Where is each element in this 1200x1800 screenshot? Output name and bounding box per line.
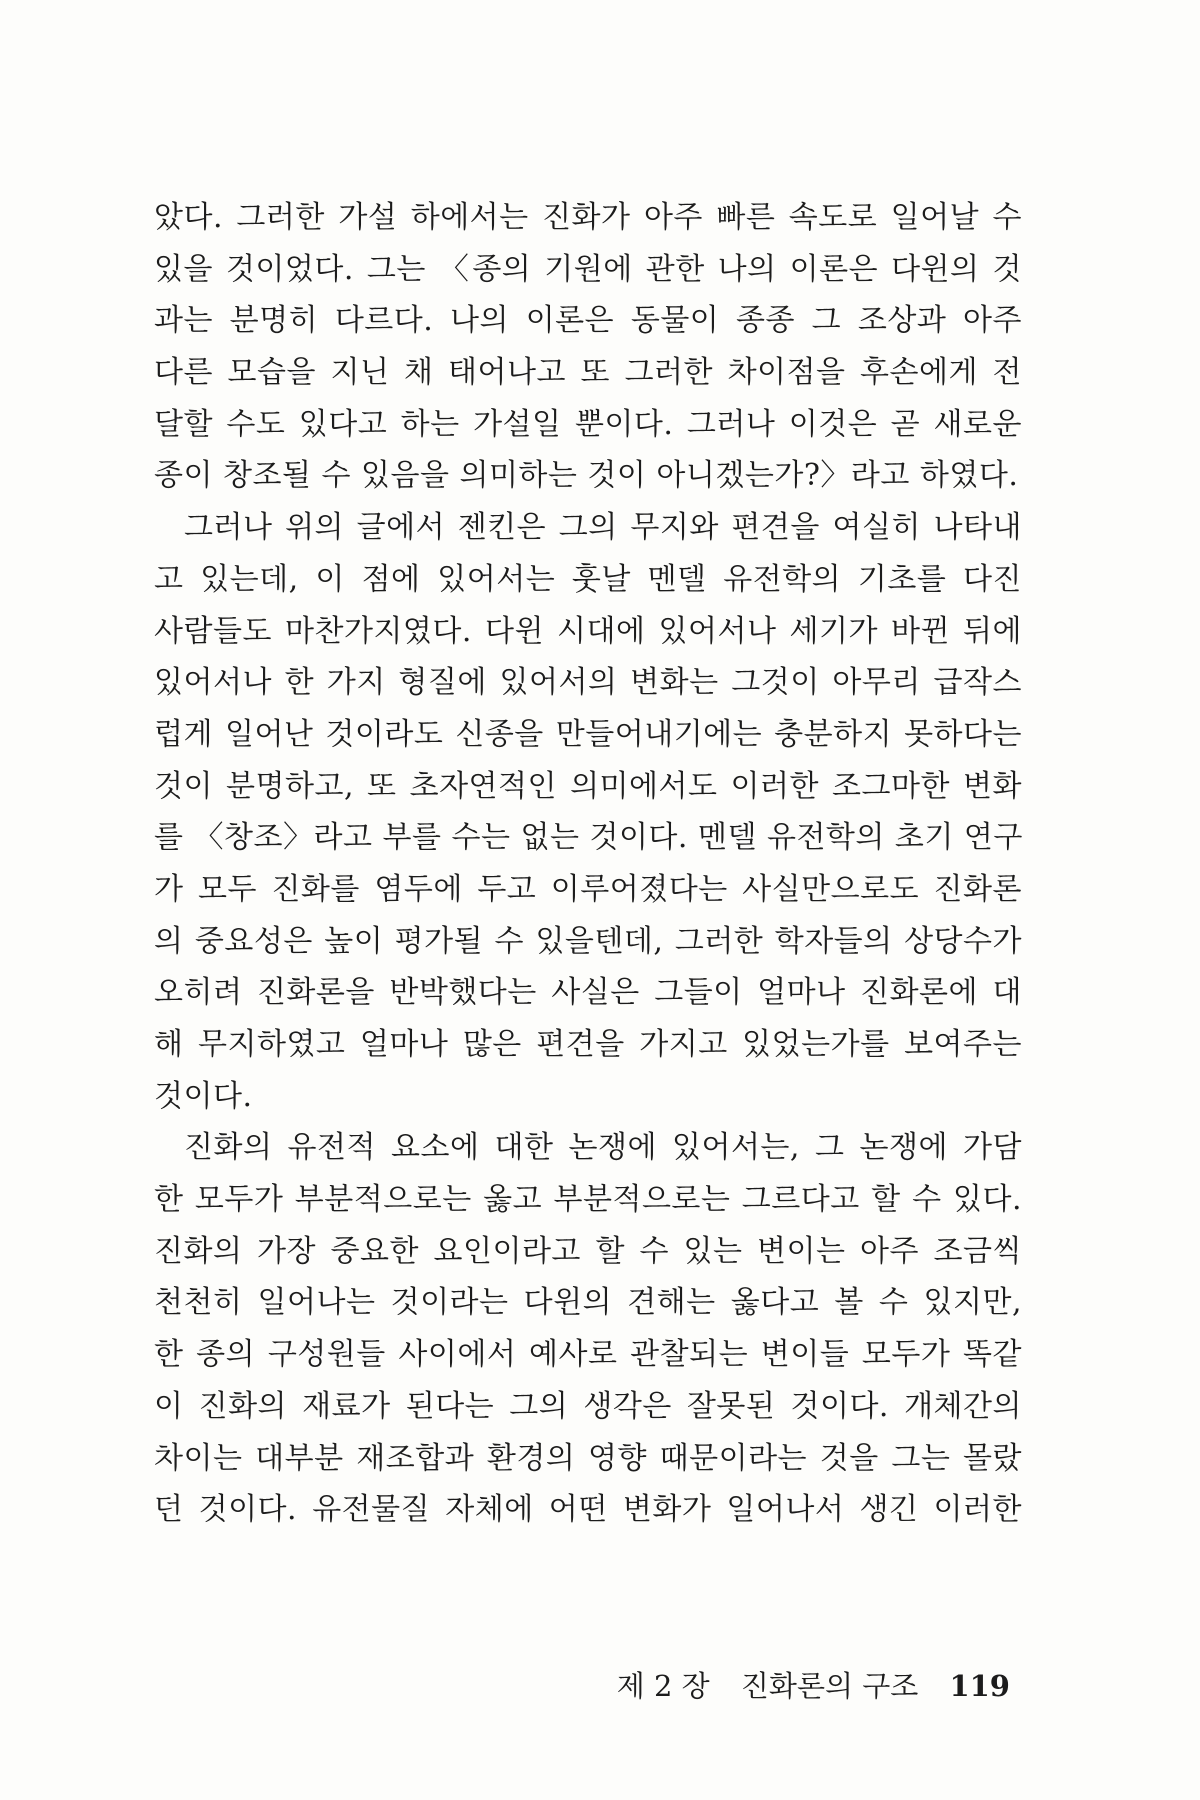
text-line: 것이다. <box>154 1078 253 1114</box>
text-line: 다른 모습을 지닌 채 태어나고 또 그러한 차이점을 후손에게 전 <box>154 355 1022 391</box>
text-line: 과는 분명히 다르다. 나의 이론은 동물이 종종 그 조상과 아주 <box>154 303 1022 339</box>
page-number: 119 <box>949 1669 1010 1703</box>
text-line: 달할 수도 있다고 하는 가설일 뿐이다. 그러나 이것은 곧 새로운 <box>154 406 1022 442</box>
text-line: 있어서나 한 가지 형질에 있어서의 변화는 그것이 아무리 급작스 <box>154 665 1022 701</box>
chapter-label: 제 2 장 <box>616 1669 710 1703</box>
paragraph <box>154 1122 1022 1536</box>
text-line: 가 모두 진화를 염두에 두고 이루어졌다는 사실만으로도 진화론 <box>154 871 1022 907</box>
text-line: 한 모두가 부분적으로는 옳고 부분적으로는 그르다고 할 수 있다. <box>154 1182 1022 1218</box>
text-line: 의 중요성은 높이 평가될 수 있을텐데, 그러한 학자들의 상당수가 <box>154 923 1022 959</box>
text-line: 럽게 일어난 것이라도 신종을 만들어내기에는 충분하지 못하다는 <box>154 716 1022 752</box>
text-line: 고 있는데, 이 점에 있어서는 훗날 멘델 유전학의 기초를 다진 <box>154 561 1022 597</box>
page-footer <box>617 1664 1010 1705</box>
text-line: 오히려 진화론을 반박했다는 사실은 그들이 얼마나 진화론에 대 <box>154 975 1022 1011</box>
paragraph <box>154 502 1022 1122</box>
text-line: 한 종의 구성원들 사이에서 예사로 관찰되는 변이들 모두가 똑같 <box>154 1337 1022 1373</box>
text-line: 진화의 가장 중요한 요인이라고 할 수 있는 변이는 아주 조금씩 <box>154 1233 1022 1269</box>
text-line: 진화의 유전적 요소에 대한 논쟁에 있어서는, 그 논쟁에 가담 <box>184 1130 1022 1166</box>
text-line: 사람들도 마찬가지였다. 다윈 시대에 있어서나 세기가 바뀐 뒤에 <box>154 613 1022 649</box>
text-line: 를 〈창조〉라고 부를 수는 없는 것이다. 멘델 유전학의 초기 연구 <box>154 820 1023 856</box>
chapter-title: 진화론의 구조 <box>740 1669 919 1703</box>
page-body-text <box>154 192 1022 1536</box>
text-line: 있을 것이었다. 그는 〈종의 기원에 관한 나의 이론은 다윈의 것 <box>154 251 1022 287</box>
text-line: 던 것이다. 유전물질 자체에 어떤 변화가 일어나서 생긴 이러한 <box>154 1492 1022 1528</box>
text-line: 것이 분명하고, 또 초자연적인 의미에서도 이러한 조그마한 변화 <box>154 768 1022 804</box>
text-line: 해 무지하였고 얼마나 많은 편견을 가지고 있었는가를 보여주는 <box>154 1027 1022 1062</box>
text-line: 천천히 일어나는 것이라는 다윈의 견해는 옳다고 볼 수 있지만, <box>154 1285 1022 1321</box>
text-line: 종이 창조될 수 있음을 의미하는 것이 아니겠는가?〉라고 하였다. <box>154 458 1019 494</box>
text-line: 았다. 그러한 가설 하에서는 진화가 아주 빠른 속도로 일어날 수 <box>154 200 1022 235</box>
paragraph <box>154 192 1022 502</box>
text-line: 이 진화의 재료가 된다는 그의 생각은 잘못된 것이다. 개체간의 <box>154 1388 1022 1424</box>
text-line: 그러나 위의 글에서 젠킨은 그의 무지와 편견을 여실히 나타내 <box>184 510 1022 546</box>
text-line: 차이는 대부분 재조합과 환경의 영향 때문이라는 것을 그는 몰랐 <box>154 1440 1022 1476</box>
